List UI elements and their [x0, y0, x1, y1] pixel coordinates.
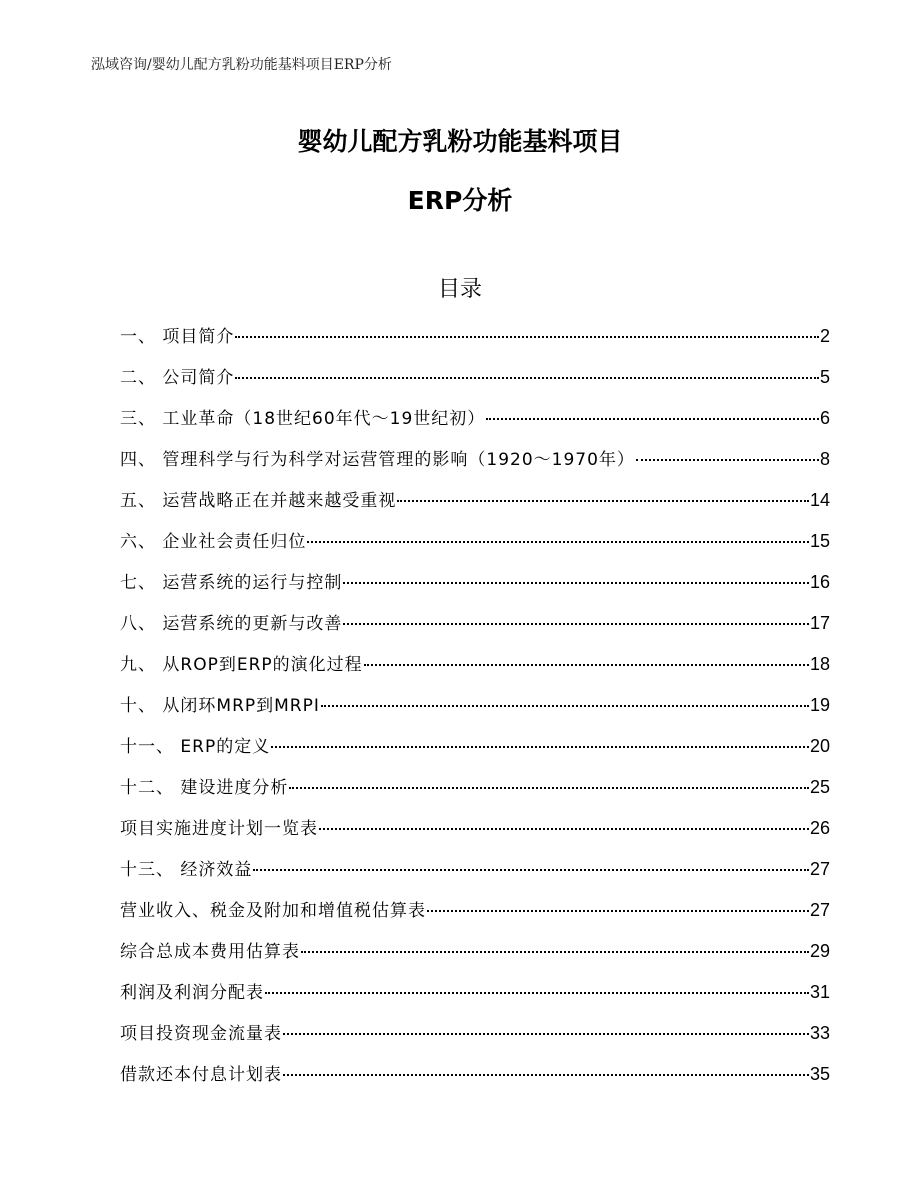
toc-entry[interactable]: [120, 1019, 830, 1060]
dot-leader: [319, 828, 809, 830]
toc-entry[interactable]: [120, 691, 830, 732]
toc-entry-page: 26: [809, 818, 830, 838]
toc-entry-label: 项目实施进度计划一览表: [120, 819, 318, 839]
toc-entry-page: 20: [809, 736, 830, 756]
toc-entry-page: 17: [809, 613, 830, 633]
toc-entry-page: 35: [809, 1064, 830, 1084]
toc-entry-label: 利润及利润分配表: [120, 983, 264, 1003]
toc-entry-page: 5: [819, 367, 830, 387]
dot-leader: [427, 910, 809, 912]
toc-entry[interactable]: [120, 445, 830, 486]
toc-entry[interactable]: [120, 568, 830, 609]
dot-leader: [343, 623, 809, 625]
dot-leader: [235, 336, 819, 338]
toc-entry-label: 四、 管理科学与行为科学对运营管理的影响（1920～1970年）: [120, 450, 635, 470]
toc-entry-label: 二、 公司简介: [120, 368, 235, 388]
toc-entry[interactable]: [120, 732, 830, 773]
toc-entry[interactable]: [120, 937, 830, 978]
toc-entry-page: 2: [819, 326, 830, 346]
toc-entry-page: 29: [809, 941, 830, 961]
toc-entry[interactable]: [120, 527, 830, 568]
document-subtitle: ERP分析: [407, 186, 513, 215]
toc-entry-label: 一、 项目简介: [120, 327, 235, 347]
toc-entry-label: 营业收入、税金及附加和增值税估算表: [120, 901, 426, 921]
toc-entry-page: 31: [809, 982, 830, 1002]
dot-leader: [301, 951, 809, 953]
toc-heading: 目录: [437, 277, 482, 302]
toc-entry-label: 项目投资现金流量表: [120, 1024, 282, 1044]
toc-entry-page: 33: [809, 1023, 830, 1043]
toc-entry[interactable]: [120, 1060, 830, 1101]
toc-entry-page: 25: [809, 777, 830, 797]
dot-leader: [283, 1033, 809, 1035]
toc-entry-label: 十二、 建设进度分析: [120, 778, 289, 798]
toc-entry-label: 综合总成本费用估算表: [120, 942, 300, 962]
dot-leader: [289, 787, 809, 789]
dot-leader: [343, 582, 809, 584]
toc-entry-label: 十、 从闭环MRP到MRPI: [120, 696, 320, 716]
toc-entry-label: 五、 运营战略正在并越来越受重视: [120, 491, 397, 511]
toc-entry[interactable]: [120, 978, 830, 1019]
dot-leader: [265, 992, 809, 994]
toc-entry[interactable]: [120, 363, 830, 404]
toc-entry-page: 16: [809, 572, 830, 592]
toc-entry[interactable]: [120, 855, 830, 896]
toc-entry-page: 8: [819, 449, 830, 469]
toc-entry-label: 借款还本付息计划表: [120, 1065, 282, 1085]
toc-entry[interactable]: [120, 896, 830, 937]
toc-entry-label: 六、 企业社会责任归位: [120, 532, 307, 552]
toc-entry[interactable]: [120, 609, 830, 650]
dot-leader: [235, 377, 819, 379]
table-of-contents: [120, 322, 830, 1101]
toc-entry[interactable]: [120, 486, 830, 527]
toc-entry[interactable]: [120, 650, 830, 691]
toc-entry-label: 七、 运营系统的运行与控制: [120, 573, 343, 593]
toc-entry-page: 19: [809, 695, 830, 715]
dot-leader: [307, 541, 809, 543]
document-title: 婴幼儿配方乳粉功能基料项目: [297, 127, 623, 156]
toc-entry[interactable]: [120, 773, 830, 814]
toc-entry-label: 八、 运营系统的更新与改善: [120, 614, 343, 634]
toc-entry-page: 18: [809, 654, 830, 674]
toc-entry-page: 27: [809, 859, 830, 879]
dot-leader: [486, 418, 819, 420]
dot-leader: [397, 500, 809, 502]
toc-entry-page: 14: [809, 490, 830, 510]
toc-entry[interactable]: [120, 322, 830, 363]
toc-entry-label: 三、 工业革命（18世纪60年代～19世纪初）: [120, 409, 486, 429]
toc-entry[interactable]: [120, 404, 830, 445]
toc-entry-page: 27: [809, 900, 830, 920]
page-header: 泓域咨询/婴幼儿配方乳粉功能基料项目ERP分析: [91, 57, 392, 73]
dot-leader: [271, 746, 809, 748]
dot-leader: [636, 459, 819, 461]
dot-leader: [283, 1074, 809, 1076]
dot-leader: [364, 664, 809, 666]
toc-entry-page: 15: [809, 531, 830, 551]
toc-entry-label: 九、 从ROP到ERP的演化过程: [120, 655, 363, 675]
toc-entry-label: 十三、 经济效益: [120, 860, 253, 880]
toc-entry-page: 6: [819, 408, 830, 428]
dot-leader: [253, 869, 809, 871]
toc-entry-label: 十一、 ERP的定义: [120, 737, 271, 757]
dot-leader: [321, 705, 809, 707]
toc-entry[interactable]: [120, 814, 830, 855]
